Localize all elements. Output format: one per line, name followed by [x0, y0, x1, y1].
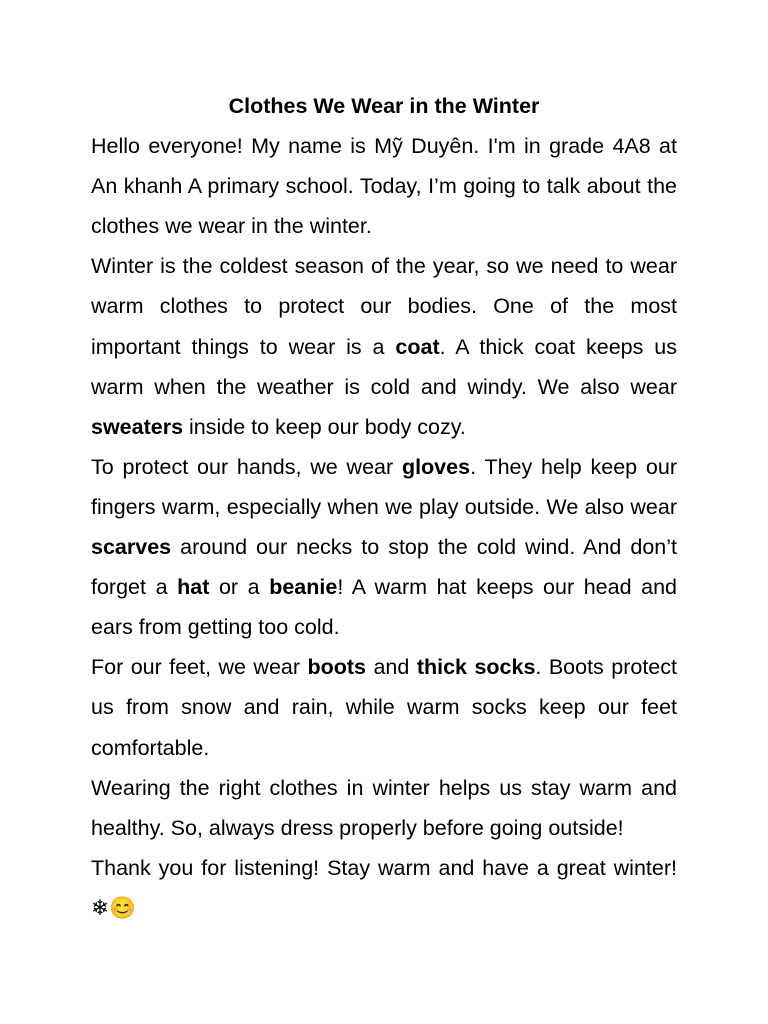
- text-run: Wearing the right clothes in winter helps us stay warm and healthy. So, always dress properly before going outside!: [91, 775, 677, 840]
- bold-keyword: coat: [395, 334, 440, 359]
- document-page: [91, 86, 677, 928]
- paragraph: [91, 126, 677, 246]
- text-run: ! A warm hat keeps our head and ears from getting too cold.: [91, 575, 677, 640]
- text-run: . Boots protect us from snow and rain, while warm socks keep our feet comfortable.: [91, 655, 677, 760]
- paragraph: [91, 768, 677, 848]
- text-run: To protect our hands, we wear: [91, 454, 402, 479]
- bold-keyword: scarves: [91, 535, 172, 560]
- text-run: around our necks to stop the cold wind. And don’t forget a: [91, 535, 677, 600]
- text-run: or a: [209, 575, 270, 600]
- bold-keyword: gloves: [401, 454, 471, 479]
- bold-keyword: boots: [307, 655, 367, 680]
- bold-keyword: beanie: [269, 575, 338, 600]
- bold-keyword: hat: [177, 575, 210, 600]
- text-run: and: [366, 655, 417, 680]
- paragraph: [91, 447, 677, 647]
- text-run: inside to keep our body cozy.: [183, 414, 466, 439]
- paragraph: [91, 246, 677, 446]
- text-run: For our feet, we wear: [91, 655, 308, 680]
- paragraph: [91, 647, 677, 767]
- text-run: Thank you for listening! Stay warm and have a great winter! ❄😊: [91, 855, 677, 920]
- text-run: . They help keep our fingers warm, especially when we play outside. We also wear: [91, 454, 677, 519]
- paragraph: [91, 848, 677, 928]
- bold-keyword: thick socks: [416, 655, 536, 680]
- document-body: [91, 126, 677, 928]
- text-run: Winter is the coldest season of the year, so we need to wear warm clothes to protect our bodies. One of the most important things to wear is a: [91, 254, 677, 359]
- text-run: . A thick coat keeps us warm when the weather is cold and windy. We also wear: [91, 334, 677, 399]
- bold-keyword: sweaters: [91, 414, 184, 439]
- document-title: Clothes We Wear in the Winter: [228, 94, 540, 118]
- text-run: Hello everyone! My name is Mỹ Duyên. I'm in grade 4A8 at An khanh A primary school. Today, I’m going to talk about the clothes we wear in the winter.: [91, 134, 677, 239]
